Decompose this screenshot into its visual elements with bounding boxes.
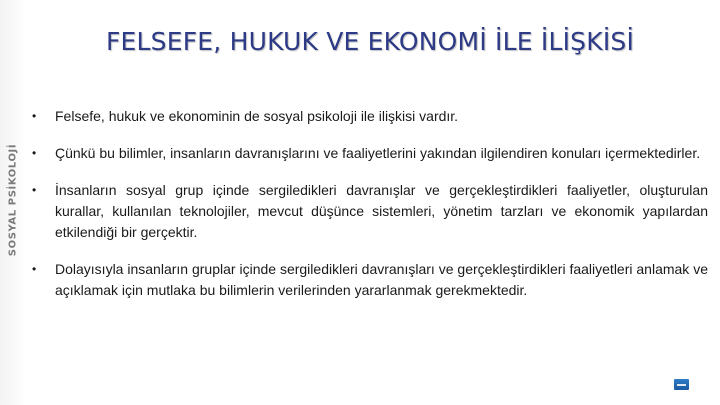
- publisher-logo-icon: [674, 379, 689, 390]
- bullet-icon: •: [32, 183, 37, 197]
- sidebar-band: [0, 0, 26, 405]
- bullet-icon: •: [32, 146, 37, 160]
- bullet-icon: •: [32, 262, 37, 276]
- logo-mark: [677, 384, 686, 386]
- bullet-item: [32, 259, 708, 301]
- bullet-text: Dolayısıyla insanların gruplar içinde sergiledikleri davranışları ve gerçekleştirdikleri faaliyetleri anlamak ve açıklamak için mutlaka bu bilimlerin verilerinden yararlanmak gerekmektedir.: [55, 261, 708, 298]
- bullet-item: [32, 180, 708, 243]
- bullet-list: [32, 106, 708, 317]
- bullet-icon: •: [32, 109, 37, 123]
- bullet-item: [32, 106, 708, 127]
- bullet-text: Çünkü bu bilimler, insanların davranışlarını ve faaliyetlerini yakından ilgilendiren konuları içermektedirler.: [55, 145, 701, 161]
- bullet-text: Felsefe, hukuk ve ekonominin de sosyal psikoloji ile ilişkisi vardır.: [55, 108, 459, 124]
- slide-title: FELSEFE, HUKUK VE EKONOMİ İLE İLİŞKİSİ: [105, 27, 635, 56]
- bullet-text: İnsanların sosyal grup içinde sergiledikleri davranışlar ve gerçekleştirdikleri faaliyetler, oluşturulan kurallar, kullanılan teknolojiler, mevcut düşünce sistemleri, yönetim tarzları ve ekonomik yapılardan etkilendiği bir gerçektir.: [55, 182, 708, 240]
- sidebar-course-label: SOSYAL PSİKOLOJİ: [7, 143, 19, 257]
- bullet-item: [32, 143, 708, 164]
